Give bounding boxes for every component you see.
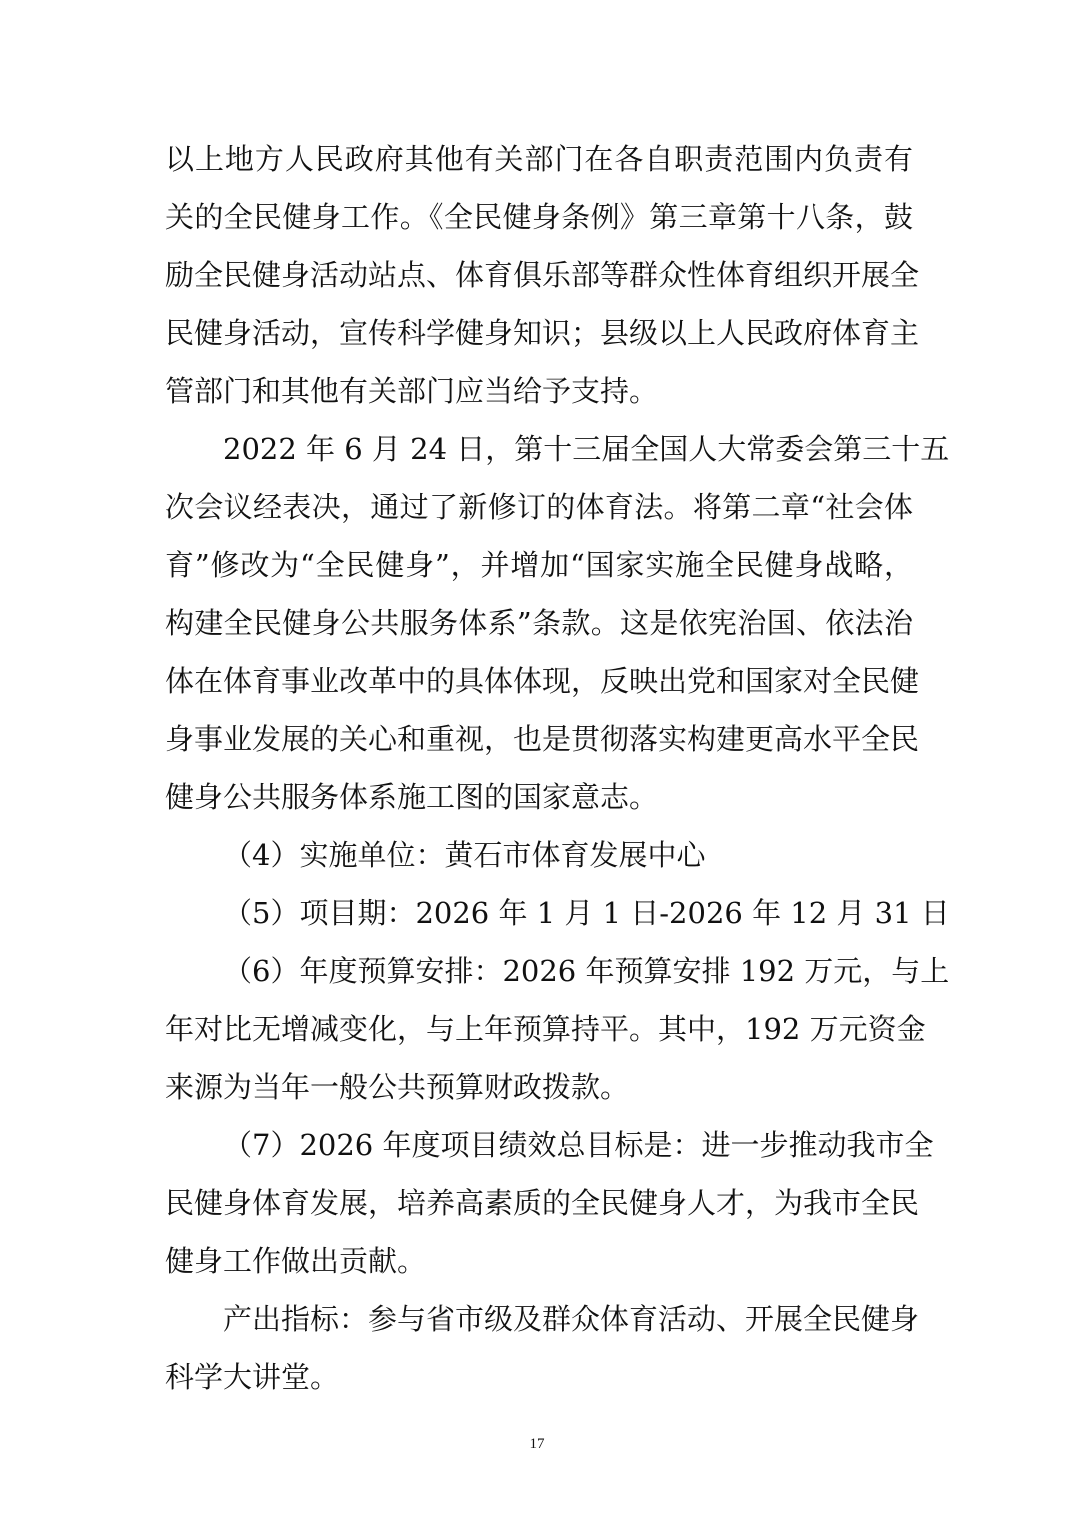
text-line: 2022 年 6 月 24 日，第十三届全国人大常委会第三十五 — [223, 432, 950, 466]
paragraph-performance-goal — [165, 1116, 934, 1290]
paragraph-continued-regulation — [165, 130, 920, 420]
text-line: 体在体育事业改革中的具体体现，反映出党和国家对全民健 — [165, 664, 920, 698]
page-number: 17 — [529, 1436, 545, 1452]
text-line: （7）2026 年度项目绩效总目标是：进一步推动我市全 — [223, 1128, 934, 1162]
paragraph-sports-law — [165, 420, 950, 826]
text-line: （6）年度预算安排：2026 年预算安排 192 万元，与上 — [223, 954, 950, 988]
text-line: 健身公共服务体系施工图的国家意志。 — [165, 780, 659, 814]
text-line: 健身工作做出贡献。 — [165, 1244, 427, 1278]
text-line: 次会议经表决，通过了新修订的体育法。将第二章“社会体 — [165, 490, 913, 524]
text-line: 育”修改为“全民健身”，并增加“国家实施全民健身战略， — [165, 548, 913, 582]
text-line: 以上地方人民政府其他有关部门在各自职责范围内负责有 — [165, 142, 913, 176]
text-line: （4）实施单位：黄石市体育发展中心 — [223, 838, 706, 872]
paragraph-implementing-unit — [165, 826, 913, 884]
text-line: （5）项目期：2026 年 1 月 1 日-2026 年 12 月 31 日 — [223, 896, 950, 930]
text-line: 构建全民健身公共服务体系”条款。这是依宪治国、依法治 — [165, 606, 913, 640]
text-line: 民健身活动，宣传科学健身知识；县级以上人民政府体育主 — [165, 316, 920, 350]
text-line: 科学大讲堂。 — [165, 1360, 340, 1394]
paragraph-annual-budget — [165, 942, 950, 1116]
text-line: 年对比无增减变化，与上年预算持平。其中，192 万元资金 — [165, 1012, 926, 1046]
text-line: 产出指标：参与省市级及群众体育活动、开展全民健身 — [223, 1302, 920, 1336]
text-line: 民健身体育发展，培养高素质的全民健身人才，为我市全民 — [165, 1186, 920, 1220]
paragraph-output-indicators — [165, 1290, 920, 1406]
text-line: 管部门和其他有关部门应当给予支持。 — [165, 374, 659, 408]
text-line: 身事业发展的关心和重视，也是贯彻落实构建更高水平全民 — [165, 722, 920, 756]
text-line: 来源为当年一般公共预算财政拨款。 — [165, 1070, 630, 1104]
text-line: 励全民健身活动站点、体育俱乐部等群众性体育组织开展全 — [165, 258, 920, 292]
document-body — [165, 130, 950, 1406]
paragraph-project-period — [165, 884, 950, 942]
text-line: 关的全民健身工作。《全民健身条例》第三章第十八条，鼓 — [165, 200, 913, 234]
